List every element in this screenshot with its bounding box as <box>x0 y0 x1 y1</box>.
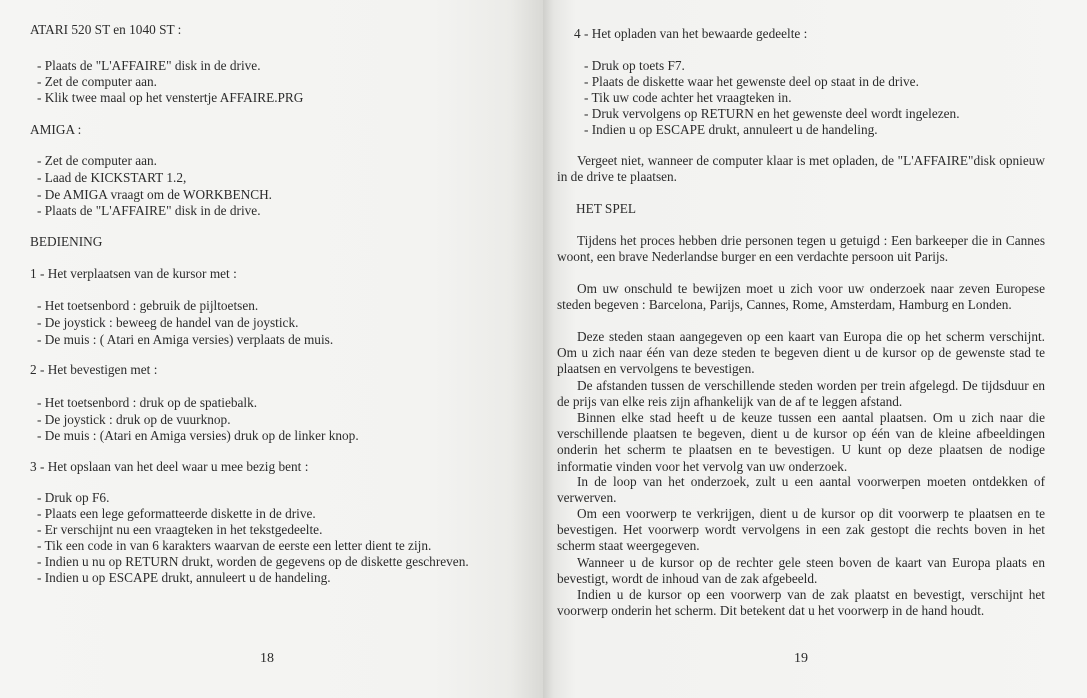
section-3-item: - Indien u nu op RETURN drukt, worden de gegevens op de diskette geschreven. <box>37 554 469 569</box>
amiga-item: - Laad de KICKSTART 1.2, <box>37 170 187 185</box>
amiga-item: - De AMIGA vraagt om de WORKBENCH. <box>37 187 273 202</box>
page-number-left: 18 <box>260 651 274 666</box>
game-paragraph: Tijdens het proces hebben drie personen tegen u getuigd : Een barkeeper die in Cannes woont, een brave Nederlandse burger en een verdachte persoon uit Parijs. <box>557 233 1045 265</box>
game-paragraph: Indien u de kursor op een voorwerp van de zak plaatst en bevestigt, verschijnt het voorwerp onderin het scherm. Dit betekent dat u het voorwerp in de hand houdt. <box>557 587 1045 619</box>
section-4-title: 4 - Het opladen van het bewaarde gedeelte : <box>574 26 808 41</box>
section-4-item: - Druk vervolgens op RETURN en het gewenste deel wordt ingelezen. <box>584 106 960 121</box>
section-1-item: - Het toetsenbord : gebruik de pijltoetsen. <box>37 298 259 313</box>
reminder-paragraph: Vergeet niet, wanneer de computer klaar is met opladen, de "L'AFFAIRE"disk opnieuw in de drive te plaatsen. <box>557 153 1045 185</box>
section-2-item: - De joystick : druk op de vuurknop. <box>37 412 231 427</box>
section-1-title: 1 - Het verplaatsen van de kursor met : <box>30 266 237 281</box>
section-4-item: - Druk op toets F7. <box>584 58 685 73</box>
page-number-right: 19 <box>794 651 808 666</box>
game-paragraph: Om een voorwerp te verkrijgen, dient u de kursor op dit voorwerp te plaatsen en te bevestigen. Het voorwerp wordt vervolgens in een zak gestopt die rechts boven in het scherm staat weergegeven. <box>557 506 1045 554</box>
game-paragraph: De afstanden tussen de verschillende steden worden per trein afgelegd. De tijdsduur en de prijs van elke reis zijn afhankelijk van de af te leggen afstand. <box>557 378 1045 410</box>
het-spel-heading: HET SPEL <box>576 201 636 216</box>
section-3-item: - Druk op F6. <box>37 490 110 505</box>
atari-item: - Zet de computer aan. <box>37 74 157 89</box>
section-1-item: - De joystick : beweeg de handel van de joystick. <box>37 315 299 330</box>
section-3-title: 3 - Het opslaan van het deel waar u mee bezig bent : <box>30 459 309 474</box>
game-paragraph: Deze steden staan aangegeven op een kaart van Europa die op het scherm verschijnt. Om u zich naar één van deze steden te begeven dient u de kursor op de gewenste stad te plaatsen en vervolgens te bevestigen. <box>557 329 1045 377</box>
game-paragraph: Om uw onschuld te bewijzen moet u zich voor uw onderzoek naar zeven Europese steden begeven : Barcelona, Parijs, Cannes, Rome, Amsterdam, Hamburg en Londen. <box>557 281 1045 313</box>
game-paragraph: Binnen elke stad heeft u de keuze tussen een aantal plaatsen. Om u zich naar die verschillende plaatsen te begeven, dient u de kursor op één van de kleine afbeeldingen onderin het scherm te plaatsen en te bevestigen. U kunt op deze plaatsen de nodige informatie vinden voor het vervolg van uw onderzoek. <box>557 410 1045 474</box>
game-paragraph: Wanneer u de kursor op de rechter gele steen boven de kaart van Europa plaats en bevestigt, wordt de inhoud van de zak afgebeeld. <box>557 555 1045 587</box>
atari-heading: ATARI 520 ST en 1040 ST : <box>30 22 182 37</box>
bediening-heading: BEDIENING <box>30 234 103 249</box>
amiga-heading: AMIGA : <box>30 122 82 137</box>
section-3-item: - Tik een code in van 6 karakters waarvan de eerste een letter dient te zijn. <box>37 538 432 553</box>
section-3-item: - Er verschijnt nu een vraagteken in het tekstgedeelte. <box>37 522 323 537</box>
section-3-item: - Indien u op ESCAPE drukt, annuleert u de handeling. <box>37 570 331 585</box>
section-1-item: - De muis : ( Atari en Amiga versies) verplaats de muis. <box>37 332 334 347</box>
atari-item: - Plaats de "L'AFFAIRE" disk in de drive. <box>37 58 261 73</box>
section-2-item: - De muis : (Atari en Amiga versies) druk op de linker knop. <box>37 428 359 443</box>
section-4-item: - Indien u op ESCAPE drukt, annuleert u de handeling. <box>584 122 878 137</box>
atari-item: - Klik twee maal op het venstertje AFFAIRE.PRG <box>37 90 304 105</box>
section-2-title: 2 - Het bevestigen met : <box>30 362 158 377</box>
section-2-item: - Het toetsenbord : druk op de spatiebalk. <box>37 395 258 410</box>
game-paragraph: In de loop van het onderzoek, zult u een aantal voorwerpen moeten ontdekken of verwerven. <box>557 474 1045 506</box>
section-4-item: - Tik uw code achter het vraagteken in. <box>584 90 792 105</box>
amiga-item: - Plaats de "L'AFFAIRE" disk in de drive. <box>37 203 261 218</box>
amiga-item: - Zet de computer aan. <box>37 153 157 168</box>
section-4-item: - Plaats de diskette waar het gewenste deel op staat in de drive. <box>584 74 919 89</box>
section-3-item: - Plaats een lege geformatteerde diskette in de drive. <box>37 506 316 521</box>
